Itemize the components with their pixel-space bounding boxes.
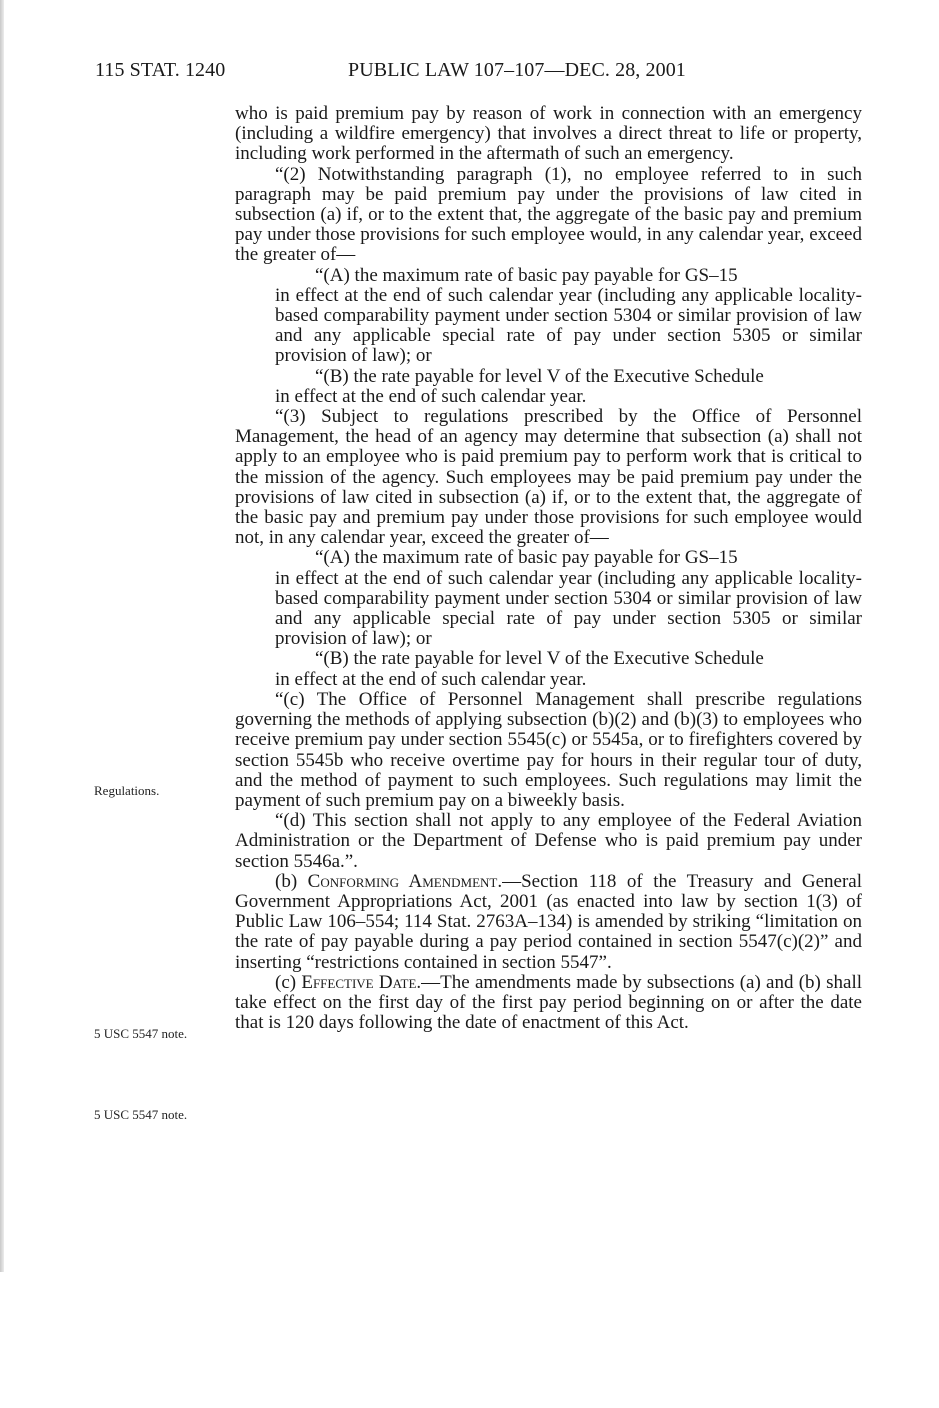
effective-heading: Effective Date. [301,971,422,993]
effective-text: —The amendments made by subsections (a) and (b) shall take effect on the first day of the first pay period beginning on or after the date that is 120 days following the date of enactment of this Act. [235,971,863,1034]
statute-body [235,104,862,1033]
conforming-text: —Section 118 of the Treasury and General Government Appropriations Act, 2001 (as enacted into law by section 1(3) of Public Law 106–554; 114 Stat. 2763A–134) is amended by striking “limitation on the rate of pay payable during a pay period contained in section 5547(c)(2)” and inserting “restrictions contained in section 5547”. [235,870,862,973]
statute-page-number: 115 STAT. 1240 [95,59,226,81]
subsection-b-conforming-amendment [235,872,862,973]
paragraph-3-A-lead: “(A) the maximum rate of basic pay payable for GS–15 [315,547,738,569]
paragraph-2-A-body: in effect at the end of such calendar year (including any applicable locality-based comparability payment under section 5304 or similar provision of law and any applicable special rate of pay under section 5305 or similar provision of law); or [275,284,862,367]
paragraph-2-B-body: in effect at the end of such calendar year. [275,385,587,407]
continuation-paragraph: who is paid premium pay by reason of work in connection with an emergency (including a wildfire emergency) that involves a direct threat to life or property, including work performed in the aftermath of such an emergency. [235,103,862,165]
subsection-c-regulations: “(c) The Office of Personnel Management shall prescribe regulations governing the methods of applying subsection (b)(2) and (b)(3) to employees who receive premium pay under section 5545(c) or 5545a, or to firefighters covered by section 5545b who receive overtime pay for hours in their regular tour of duty, and the method of payment to such employees. Such regulations may limit the payment of such premium pay on a biweekly basis. [235,688,862,811]
paragraph-3-A-body: in effect at the end of such calendar year (including any applicable locality-based comparability payment under section 5304 or similar provision of law and any applicable special rate of pay under section 5305 or similar provision of law); or [275,567,862,650]
paragraph-3: “(3) Subject to regulations prescribed by the Office of Personnel Management, the head of an agency may determine that subsection (a) shall not apply to an employee who is paid premium pay to perform work that is critical to the mission of the agency. Such employees may be paid premium pay under the provisions of law cited in subsection (a) if, or to the extent that, the aggregate of the basic pay and premium pay under those provisions for such employee would not, in any calendar year, exceed the greater of— [235,406,862,549]
conforming-heading: Conforming Amendment. [307,870,503,892]
effective-prefix: (c) [275,971,302,993]
subsection-d-exemption: “(d) This section shall not apply to any employee of the Federal Aviation Administration or the Department of Defense who is paid premium pay under section 5546a.”. [235,810,862,872]
paragraph-2-A-lead: “(A) the maximum rate of basic pay payable for GS–15 [315,264,738,286]
side-note-usc-effective: 5 USC 5547 note. [94,1107,188,1122]
law-citation: PUBLIC LAW 107–107—DEC. 28, 2001 [348,59,686,81]
paragraph-3-B-lead: “(B) the rate payable for level V of the Executive Schedule [315,648,764,670]
paragraph-2: “(2) Notwithstanding paragraph (1), no employee referred to in such paragraph may be paid premium pay under the provisions of law cited in subsection (a) if, or to the extent that, the aggregate of the basic pay and premium pay under those provisions for such employee would, in any calendar year, exceed the greater of— [235,163,862,266]
running-head [95,59,875,87]
conforming-prefix: (b) [275,870,308,892]
side-note-usc-conforming: 5 USC 5547 note. [94,1026,188,1041]
scan-edge-shadow [0,0,4,1272]
subsection-c-effective-date [235,973,862,1034]
paragraph-2-B-lead: “(B) the rate payable for level V of the Executive Schedule [315,365,764,387]
side-note-regulations: Regulations. [94,783,160,798]
paragraph-3-B-body: in effect at the end of such calendar year. [275,668,587,690]
